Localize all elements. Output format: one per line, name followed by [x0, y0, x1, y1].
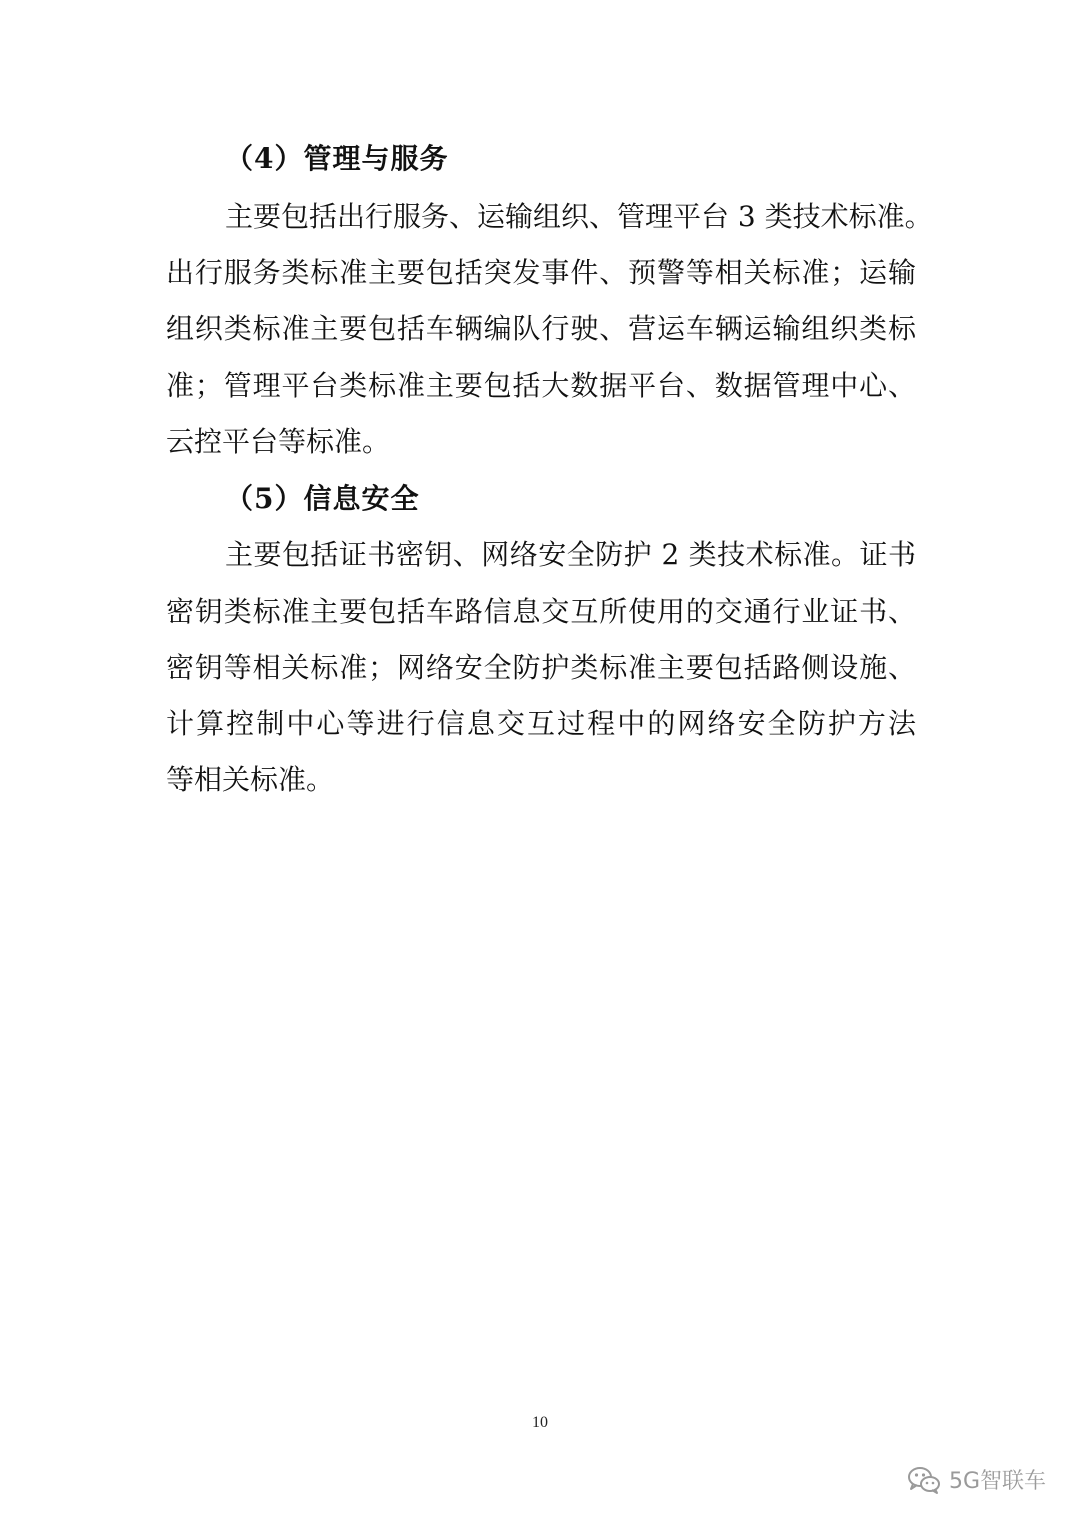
- wechat-icon: [907, 1465, 941, 1495]
- paragraph-line: 计算控制中心等进行信息交互过程中的网络安全防护方法: [166, 707, 916, 740]
- paragraph-line: 密钥等相关标准；网络安全防护类标准主要包括路侧设施、: [166, 651, 916, 684]
- watermark-text: 5G智联车: [948, 1469, 1046, 1494]
- paragraph-line: 主要包括出行服务、运输组织、管理平台 3 类技术标准。: [225, 200, 933, 233]
- paragraph-line: 主要包括证书密钥、网络安全防护 2 类技术标准。证书: [225, 538, 916, 571]
- section-heading-4: （4）管理与服务: [225, 142, 449, 175]
- paragraph-line: 等相关标准。: [166, 763, 335, 796]
- page-number: 10: [532, 1414, 548, 1431]
- watermark: [907, 1464, 1046, 1495]
- paragraph-line: 云控平台等标准。: [166, 425, 391, 458]
- paragraph-line: 组织类标准主要包括车辆编队行驶、营运车辆运输组织类标: [166, 312, 916, 345]
- paragraph-line: 准；管理平台类标准主要包括大数据平台、数据管理中心、: [166, 369, 916, 402]
- paragraph-line: 密钥类标准主要包括车路信息交互所使用的交通行业证书、: [166, 595, 916, 628]
- section-heading-5: （5）信息安全: [225, 482, 420, 515]
- paragraph-line: 出行服务类标准主要包括突发事件、预警等相关标准；运输: [166, 256, 916, 289]
